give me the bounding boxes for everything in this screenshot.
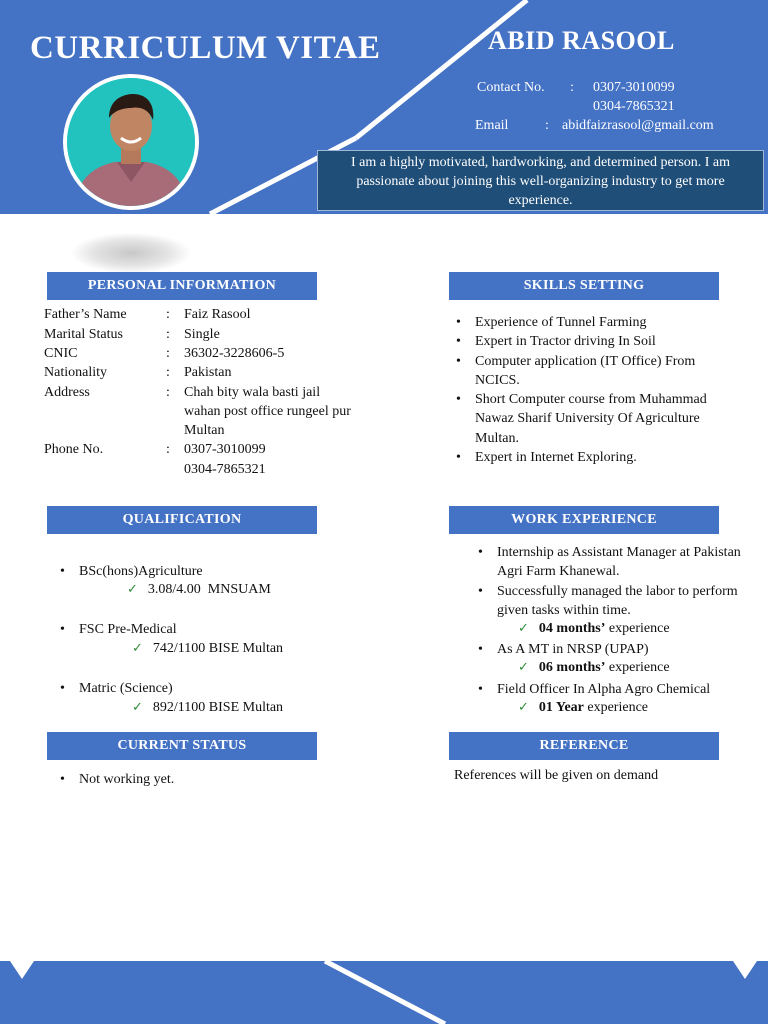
detail-text: 742/1100 BISE Multan <box>152 641 284 656</box>
duration-text: experience <box>583 700 648 715</box>
list-item: • Expert in Tractor driving In Soil <box>450 332 740 351</box>
check-icon: ✓ <box>132 699 143 714</box>
email-separator: : <box>545 118 549 133</box>
work-duration <box>518 659 670 676</box>
blurred-image <box>72 233 190 273</box>
row-label: Address <box>44 385 90 400</box>
duration-value: 04 months’ <box>538 621 606 636</box>
qualification-list <box>54 679 314 698</box>
contact-phone-2[interactable]: 0304-7865321 <box>593 99 675 114</box>
list-item: • Internship as Assistant Manager at Pakistan Agri Farm Khanewal. <box>472 543 742 582</box>
status-list <box>54 770 314 789</box>
current-status-heading: CURRENT STATUS <box>47 732 317 760</box>
list-item: • Successfully managed the labor to perform given tasks within time. <box>472 582 742 621</box>
row-value: Pakistan <box>184 365 232 380</box>
personal-info-heading: PERSONAL INFORMATION <box>47 272 317 300</box>
list-item: • FSC Pre-Medical <box>54 620 314 639</box>
skills-list <box>450 313 740 467</box>
work-list <box>472 680 752 699</box>
check-icon: ✓ <box>518 620 529 635</box>
row-value[interactable]: 0307-3010099 <box>184 442 266 457</box>
qualification-detail <box>127 581 271 598</box>
row-value: Chah bity wala basti jail wahan post office rungeel pur Multan <box>184 385 351 438</box>
row-separator: : <box>166 327 170 342</box>
qualification-list <box>54 620 314 639</box>
row-label: CNIC <box>44 346 78 361</box>
list-item: • As A MT in NRSP (UPAP) <box>472 640 742 659</box>
list-item: • Experience of Tunnel Farming <box>450 313 740 332</box>
list-item: • Short Computer course from Muhammad Nawaz Sharif University Of Agriculture Multan. <box>450 390 740 448</box>
qualification-detail <box>132 640 283 657</box>
check-icon: ✓ <box>518 659 529 674</box>
duration-value: 06 months’ <box>538 660 606 675</box>
work-experience-heading: WORK EXPERIENCE <box>449 506 719 534</box>
row-label: Marital Status <box>44 327 123 342</box>
list-item: • BSc(hons)Agriculture <box>54 562 314 581</box>
duration-text: experience <box>605 660 670 675</box>
duration-value: 01 Year <box>538 700 584 715</box>
email-label: Email <box>475 118 509 133</box>
row-separator: : <box>166 307 170 322</box>
profile-photo <box>63 74 199 210</box>
check-icon: ✓ <box>127 581 138 596</box>
detail-text: 3.08/4.00 MNSUAM <box>147 582 271 597</box>
footer-background <box>0 961 768 1024</box>
list-item: • Not working yet. <box>54 770 314 789</box>
contact-label: Contact No. <box>477 80 545 95</box>
summary-box: I am a highly motivated, hardworking, and determined person. I am passionate about joining this well-organizing industry to get more experience. <box>317 150 764 211</box>
list-item: • Matric (Science) <box>54 679 314 698</box>
row-separator: : <box>166 365 170 380</box>
person-portrait-icon <box>67 78 195 206</box>
contact-separator: : <box>570 80 574 95</box>
duration-text: experience <box>605 621 670 636</box>
footer-band <box>0 961 768 1024</box>
row-label: Phone No. <box>44 442 104 457</box>
row-value: Single <box>184 327 220 342</box>
list-item: • Expert in Internet Exploring. <box>450 448 740 467</box>
work-duration <box>518 699 648 716</box>
check-icon: ✓ <box>132 640 143 655</box>
reference-heading: REFERENCE <box>449 732 719 760</box>
qualification-heading: QUALIFICATION <box>47 506 317 534</box>
contact-phone-1[interactable]: 0307-3010099 <box>593 80 675 95</box>
qualification-list <box>54 562 314 581</box>
skills-heading: SKILLS SETTING <box>449 272 719 300</box>
list-item: • Field Officer In Alpha Agro Chemical <box>472 680 752 699</box>
row-separator: : <box>166 385 170 400</box>
work-list <box>472 543 742 620</box>
row-value: 36302-3228606-5 <box>184 346 285 361</box>
row-separator: : <box>166 346 170 361</box>
candidate-name: ABID RASOOL <box>488 26 675 55</box>
list-item: • Computer application (IT Office) From NCICS. <box>450 352 740 391</box>
row-label: Nationality <box>44 365 107 380</box>
work-duration <box>518 620 670 637</box>
qualification-detail <box>132 699 283 716</box>
check-icon: ✓ <box>518 699 529 714</box>
reference-text: References will be given on demand <box>454 768 659 783</box>
work-list <box>472 640 742 659</box>
row-label: Father’s Name <box>44 307 127 322</box>
cv-title: CURRICULUM VITAE <box>30 30 381 66</box>
row-separator: : <box>166 442 170 457</box>
header-band <box>0 0 768 214</box>
detail-text: 892/1100 BISE Multan <box>152 700 284 715</box>
row-value: Faiz Rasool <box>184 307 251 322</box>
email-address[interactable]: abidfaizrasool@gmail.com <box>562 118 714 133</box>
row-value[interactable]: 0304-7865321 <box>184 462 266 477</box>
